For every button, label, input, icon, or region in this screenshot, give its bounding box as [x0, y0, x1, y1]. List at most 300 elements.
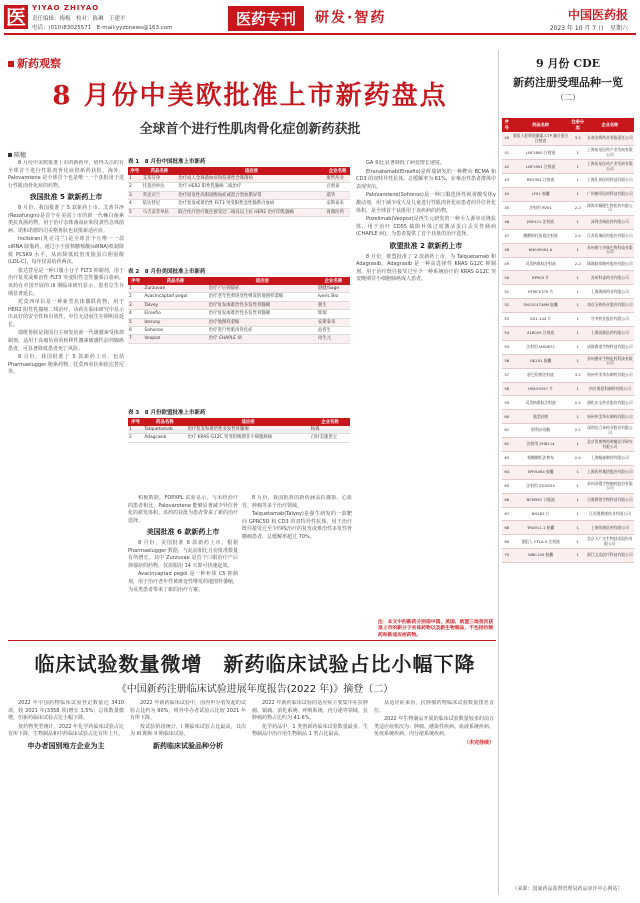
cde-table — [502, 118, 634, 563]
cell: 1 — [570, 174, 586, 188]
cell: 通化东宝药业股份有限公司 — [586, 396, 634, 410]
cell: 渤健/Sage — [317, 285, 350, 293]
cell: 41 — [502, 146, 511, 160]
cell: BCM987 口服液 — [511, 493, 569, 507]
cell: 1 — [570, 535, 586, 549]
cell: 百时美施贵宝 — [310, 434, 350, 442]
cell: 5 — [128, 318, 143, 326]
table-row — [502, 285, 634, 299]
masthead — [0, 0, 640, 38]
cell: Talquetamab — [143, 426, 186, 434]
article-column-2 — [128, 495, 238, 635]
cell: 再鼎医药 — [325, 208, 350, 216]
table-header: 药品名称 — [143, 277, 207, 285]
cell: 苏州德亚生物医药科技有限公司 — [586, 354, 634, 368]
cell: 1 — [570, 243, 586, 257]
cell: 1 — [128, 175, 142, 183]
cell: 2.2 — [570, 201, 586, 215]
cell: 2.2 — [570, 257, 586, 271]
paragraph: 8 月份中美欧批准上市的新药中，值得关注的有全球首个进行性肌肉骨化症创新药获批。海外，Palovarotene 是全球首个也是唯一一个获批用于进行性肌肉骨化症的药物。 — [8, 160, 124, 189]
square-icon — [8, 153, 12, 157]
cell: 7 — [128, 335, 143, 343]
article-column-b3 — [252, 700, 368, 895]
table-row — [502, 451, 634, 465]
table-row — [502, 521, 634, 535]
paragraph: Avacincaptad pegol 是一种补体 C5 抑制剂，用于治疗老年性黄斑变性继发的地图样萎缩，为该类患者带来了新的治疗方案。 — [128, 571, 238, 593]
table-1 — [128, 157, 350, 217]
cell: 3.2 — [570, 368, 586, 382]
cell: 40 — [502, 132, 511, 146]
article-column-b4 — [374, 700, 494, 895]
paragraph: 按试验阶段统计，I 期临床试验占比最高，其次为 III 期和 II 期临床试验。 — [130, 723, 246, 738]
cell: 50 — [502, 271, 511, 285]
table-row — [502, 174, 634, 188]
editor-note: 注：本文中的新药分别指中国、美国、欧盟三地首次获准上市的新分子实体药物以及新生物制品，不包括仿制药和新适应症药物。 — [378, 620, 494, 638]
cell: 52 — [502, 299, 511, 313]
cell: Talvey — [143, 301, 207, 309]
table-row — [502, 146, 634, 160]
cell: 广州楷印医药科技有限公司 — [586, 188, 634, 202]
cell: GS1-144 片 — [511, 313, 569, 327]
paragraph: 2022 年中国药物临床试验登记数量达 3410 项，较 2021 年(3358 项)增长 1.5%；总体数量微增，但新药临床试验占比小幅下降。 — [8, 700, 124, 722]
cell: 1 — [570, 326, 586, 340]
cell: 1 — [128, 426, 143, 434]
cell: Avacincaptad pegol — [143, 293, 207, 301]
cell: 1 — [570, 354, 586, 368]
section-tag: 医药专刊 — [228, 6, 304, 31]
cell: 64 — [502, 465, 511, 479]
cell: 63 — [502, 451, 511, 465]
table-row — [502, 354, 634, 368]
cell: 托莫西单抗 — [142, 183, 178, 191]
cell: 注射用 ZHB114 — [511, 438, 569, 452]
article-footer: （未完待续） — [463, 739, 494, 746]
table-header: 药品名称 — [143, 418, 186, 426]
section-heading: 我国批准 5 款新药上市 — [29, 193, 103, 202]
cell: Izervay — [143, 318, 207, 326]
cell: 上海复星医药产业发展有限公司 — [586, 146, 634, 160]
table-row — [128, 293, 350, 301]
date-line: 2023 年 10 月 7 日 星期六 — [549, 25, 628, 32]
paragraph: Talquetamab(Talvey)是强生研发的一款靶向 GPRC5D 和 CD3 的双特异性抗体，用于治疗既往接受过至少四线治疗的复发或难治性多发性骨髓瘤患者，总缓解率超过 70%。 — [242, 511, 352, 540]
cell: 66 — [502, 493, 511, 507]
logo-english: YIYAO ZHIYAO — [32, 4, 100, 12]
cell: 68 — [502, 521, 511, 535]
table-row — [128, 191, 350, 199]
cell: 2 — [128, 293, 143, 301]
paragraph: 按药物类型统计，2022 年化学药临床试验占比有所下降，生物制品和中药临床试验占比有所上升。 — [8, 723, 124, 738]
cell: 益普生 — [317, 327, 350, 335]
table-row — [502, 549, 634, 563]
cell: 1 — [570, 340, 586, 354]
cell: 57 — [502, 368, 511, 382]
cell: SPH5464 胶囊 — [511, 465, 569, 479]
table-row — [128, 310, 350, 318]
paragraph: 2022 年生物制品开展的临床试验数量较多的前五类适应症依次为：肿瘤、感染性疾病、血液系统疾病、免疫系统疾病、内分泌系统疾病。 — [374, 716, 494, 738]
cell: 上海翰森制药有限公司 — [586, 451, 634, 465]
cell: 马吉妥昔单抗 — [142, 208, 178, 216]
paragraph: 8 月份，我国批准了 5 款新药上市。艾蒂芬净(Rezafungin)是首个在美国上市的新一代棘白菌素类抗真菌药物，用于治疗念珠菌血症和侵袭性念珠菌病。诺和诺德的司美格鲁肽也获批新适应症。 — [8, 204, 124, 234]
section-divider — [8, 640, 496, 641]
paragraph: Palovarotene(Sohonos)是一种口服选择性视黄酸受体γ激动剂，用于减少成人及儿童进行性肌肉骨化症患者的异位骨化体积，是全球首个获批用于该疾病的药物。 — [356, 192, 496, 214]
second-subhead: 《中国新药注册临床试验进展年度报告(2022 年)》摘登（二） — [116, 684, 394, 695]
cell: Sohonos — [143, 327, 207, 335]
table-row — [502, 326, 634, 340]
table-row — [502, 271, 634, 285]
cell: LNF1901 注射液 — [511, 160, 569, 174]
cde-title-part: （二） — [556, 93, 580, 102]
table-row — [502, 535, 634, 549]
cell: 四川海思科制药有限公司 — [586, 382, 634, 396]
cell: 杭州中美华东制药有限公司 — [586, 410, 634, 424]
cell: 成都赛诺生物科技有限公司 — [586, 340, 634, 354]
table-header: 药品名称 — [142, 167, 178, 175]
table-2 — [128, 267, 350, 344]
cell: 杭州中美华东制药有限公司 — [586, 368, 634, 382]
cell: ZLB029 注射液 — [511, 326, 569, 340]
cell: 1 — [570, 271, 586, 285]
table-row — [502, 243, 634, 257]
table-header: 序号 — [128, 418, 143, 426]
cell: 46 — [502, 215, 511, 229]
table-header: 注册分类 — [571, 119, 585, 130]
table-row — [502, 493, 634, 507]
table-row — [128, 285, 350, 293]
cell: 安斯泰来 — [325, 200, 350, 208]
cell: Elrexfio — [143, 310, 207, 318]
table-row — [502, 396, 634, 410]
cell: 北京天广实生物技术股份有限公司 — [586, 535, 634, 549]
cell: 1 — [570, 313, 586, 327]
cell: Iveric Bio — [317, 293, 350, 301]
cell: 治疗原发性高胆固醇血症或混合型血脂异常 — [177, 191, 325, 199]
cell: 1 — [570, 410, 586, 424]
paragraph: 托莫西单抗是一种新型抗体偶联药物，用于 HER2 阳性乳腺癌二线治疗。该药在临床研究中显示出良好的安全性和有效性，中位无进展生存期明显延长。 — [8, 299, 124, 328]
cell: 辉瑞 — [317, 310, 350, 318]
table-row — [502, 438, 634, 452]
table-row — [128, 434, 350, 442]
cell: 3 — [128, 301, 143, 309]
cell: TRA911-1 胶囊 — [511, 521, 569, 535]
article-column-1 — [8, 160, 124, 635]
cell: 百奥泰 — [325, 183, 350, 191]
cell: 珠海联邦制药股份有限公司 — [586, 257, 634, 271]
paragraph: 化学药品中，1 类创新药临床试验数量最多，生物制品中治疗用生物制品 1 类占比最高。 — [252, 723, 368, 738]
paragraph: Inclisiran(英克司兰)是全球首个且唯一一款 siRNA 降脂药，通过小干扰核糖核酸(siRNA)机制降低 PCSK9 水平，从而降低低密度脂蛋白胆固醇(LDL-C)，每年仅需给药两次。 — [8, 236, 124, 266]
sub-section-tag: 研发·智药 — [315, 10, 387, 26]
cell: 1 — [570, 160, 586, 174]
main-subhead: 全球首个进行性肌肉骨化症创新药获批 — [139, 122, 361, 137]
cell: 58 — [502, 382, 511, 396]
paragraph: 8 月份，我国批准的新药涵盖抗感染、心血管、肿瘤等多个治疗领域。 — [242, 495, 352, 509]
cell: 上海复星医药产业发展有限公司 — [586, 160, 634, 174]
cell: 注射用 IAS0872 — [511, 340, 569, 354]
paragraph: 8 月份，美国批准 6 款新药上市。根据 Pharmaelugger 数据，与此前相比月份批准数量有所增长。其中 Zurzuvae 是首个口服治疗产后抑郁症的药物，仅需服用 14 天即可快速起效。 — [128, 539, 238, 569]
newspaper-logo: 医 — [6, 5, 26, 29]
paragraph: 瑞维鲁胺是我国自主研发的新一代雄激素受体抑制剂，适用于高瘤负荷的转移性激素敏感性前列腺癌患者，可显著降低患者死亡风险。 — [8, 330, 124, 352]
table-row — [502, 299, 634, 313]
main-headline: 8 月份中美欧批准上市新药盘点 — [52, 81, 448, 111]
cell: 2.4 — [570, 229, 586, 243]
cell: 45 — [502, 201, 511, 215]
cell: RP903 片 — [511, 271, 569, 285]
cell: 1 — [570, 465, 586, 479]
cell: 枸橼酸托法替布 — [511, 451, 569, 465]
cell: 江苏恒瑞医药股份有限公司 — [586, 229, 634, 243]
cell: 2.4 — [570, 451, 586, 465]
cell: 1 — [570, 479, 586, 493]
cell: 康哲药业 — [325, 175, 350, 183]
byline — [8, 150, 26, 159]
cell: 安斯泰来 — [317, 318, 350, 326]
cell: 联合化疗治疗既往接受过二线及以上抗 HER2 治疗的乳腺癌 — [177, 208, 325, 216]
article-column-b2 — [130, 700, 246, 895]
table-row — [502, 424, 634, 438]
section-heading: 美国批准 6 款新药上市 — [146, 528, 220, 537]
cell: 3 — [128, 191, 142, 199]
cell: 56 — [502, 354, 511, 368]
cell: 62 — [502, 438, 511, 452]
cell: 44 — [502, 188, 511, 202]
paragraph: Pozelimab(Veopoz)是再生元研发的一种全人源单克隆抗体，用于治疗 CD55 缺陷补体过度激活蛋白丢失性肠病(CHAPLE 病)，为患者提供了首个获批的治疗选择。 — [356, 216, 496, 238]
paragraph: 积极数据，FOPXPL 试验显示，与未经治疗的患者相比，Palovarotene 能够显著减少异位骨化的新发体积。该药的获批为患者带来了新的治疗选择。 — [128, 495, 238, 524]
second-headline: 临床试验数量微增 新药临床试验占比小幅下降 — [34, 652, 476, 676]
cell: 1 — [570, 299, 586, 313]
table-header: 企业名称 — [325, 167, 350, 175]
cell: 48 — [502, 243, 511, 257]
cell: 上海海创药业有限公司 — [586, 285, 634, 299]
cell: 69 — [502, 535, 511, 549]
cell: 1 — [570, 549, 586, 563]
cell: 1 — [570, 382, 586, 396]
byline-name: 陈穗 — [14, 152, 27, 159]
cell: 1 — [570, 188, 586, 202]
paragraph: GA 相比显著降低了病变增长速度。 — [366, 160, 445, 166]
cell: 4 — [128, 200, 142, 208]
cell: SHC014748M 胶囊 — [511, 299, 569, 313]
table-header: 适应症 — [177, 167, 325, 175]
cell: 1 — [570, 215, 586, 229]
cell: 上海恒瑞医药有限公司 — [586, 521, 634, 535]
cell: 2.2 — [570, 424, 586, 438]
cell: 深圳杰瑞医药有限公司 — [586, 215, 634, 229]
cell: 上海礼邦医药科技有限公司 — [586, 174, 634, 188]
paragraph: 2022 年新药临床试验中，国内申办者发起的试验占比约为 90%，境外申办者试验占比较 2021 年有所下降。 — [130, 700, 246, 722]
cell: 江苏奥赛康药业有限公司 — [586, 507, 634, 521]
cell: 1 — [570, 493, 586, 507]
table-row — [128, 175, 350, 183]
cell: REV301 注射液 — [511, 174, 569, 188]
cell: 1 — [570, 285, 586, 299]
table-title: 表 3 8 月份欧盟批准上市新药 — [128, 410, 206, 416]
cell: 43 — [502, 174, 511, 188]
table-header: 适应症 — [208, 277, 317, 285]
cell: 苏州科睿药业有限公司 — [586, 271, 634, 285]
table-3 — [128, 408, 350, 443]
cell: 长春金赛药业有限责任公司 — [586, 132, 634, 146]
cell: 治疗复发或难治性 FLT3 突变阳性急性髓系白血病 — [177, 200, 325, 208]
cell: LNF1600 注射液 — [511, 146, 569, 160]
cell: 南京圣和药业股份有限公司 — [586, 299, 634, 313]
table-row — [128, 426, 350, 434]
cell: HSK39297 片 — [511, 382, 569, 396]
cell: 百奥赛图生物科技有限公司 — [586, 493, 634, 507]
cell: 深圳信立泰药业股份有限公司 — [586, 424, 634, 438]
masthead-rule — [4, 33, 636, 35]
cell: 奥美拉唑 — [511, 410, 569, 424]
table-header: 企业名称 — [310, 418, 350, 426]
column-divider — [498, 50, 499, 895]
cell: 治疗成人念珠菌血症和侵袭性念珠菌病 — [177, 175, 325, 183]
cell: 1 — [128, 285, 143, 293]
cell: 65 — [502, 479, 511, 493]
cell: 重组人 CTLA-4 注射液 — [511, 535, 569, 549]
table-title: 表 2 8 月份美国批准上市新药 — [128, 269, 206, 275]
table-row — [128, 200, 350, 208]
section-heading: 申办者国别地方企业为主 — [27, 741, 105, 750]
cell: WBC100 胶囊 — [511, 549, 569, 563]
cell: 54 — [502, 326, 511, 340]
cell: Veopoz — [143, 335, 207, 343]
cell: 甘李药业股份有限公司 — [586, 313, 634, 327]
cell: 60 — [502, 410, 511, 424]
section-heading: 欧盟批准 2 款新药上市 — [389, 241, 463, 250]
cell: 2 — [128, 434, 143, 442]
article-column-4 — [356, 160, 496, 615]
table-row — [502, 160, 634, 174]
section-heading: 新药临床试验品种分析 — [153, 741, 223, 750]
article-column-3 — [242, 495, 352, 635]
cell: 强生 — [317, 301, 350, 309]
cell: 治疗地图样萎缩 — [208, 318, 317, 326]
table-title: 表 1 8 月份中国批准上市新药 — [128, 159, 206, 165]
cell: 上海医药集团股份有限公司 — [586, 465, 634, 479]
table-header: 药品名称 — [511, 118, 569, 132]
table-row — [502, 382, 634, 396]
cell: 治疗复发和难治性多发性骨髓瘤 — [186, 426, 309, 434]
paragraph: Elranatamab(Elrexfio)是辉瑞研发的一种靶向 BCMA 和 CD3 的双特异性抗体，总缓解率为 61%，在难治性患者群体中表现突出。 — [356, 168, 496, 190]
table-row — [502, 507, 634, 521]
cell: 42 — [502, 160, 511, 174]
cell: 治疗进行性肌肉骨化症 — [208, 327, 317, 335]
cell: LF01 胶囊 — [511, 188, 569, 202]
paragraph: 8 月份，欧盟批准了 2 款新药上市，为 Talquetamab 和 Adagrasib。Adagrasib 是一种高选择性 KRAS G12C 抑制剂，用于治疗既往接受过至少一种系统治疗的 KRAS G12C 突变晚期非小细胞肺癌成人患者。 — [356, 253, 496, 283]
table-row — [502, 479, 634, 493]
cell: 55 — [502, 340, 511, 354]
cell: 珠海市藏健生物医药有限公司 — [586, 201, 634, 215]
table-row — [128, 335, 350, 343]
cell: 浙江文达医疗科技有限公司 — [586, 549, 634, 563]
cell: JM0121 注射液 — [511, 215, 569, 229]
paragraph: 从适应症来看，抗肿瘤药物临床试验数量排名首位。 — [374, 700, 494, 714]
table-header: 适应症 — [186, 418, 309, 426]
cell: 上海再鼎医药有限公司 — [586, 326, 634, 340]
table-row — [502, 313, 634, 327]
cell: 47 — [502, 229, 511, 243]
cell: 1 — [570, 146, 586, 160]
cell: 诺华 — [325, 191, 350, 199]
article-column-b1 — [8, 700, 124, 895]
cell: 阿利沙坦酯 — [511, 424, 569, 438]
table-row — [128, 301, 350, 309]
table-row — [502, 465, 634, 479]
cell: 治疗 KRAS G12C 突变的晚期非小细胞肺癌 — [186, 434, 309, 442]
cell: 司美格鲁肽注射液 — [511, 396, 569, 410]
cell: 治疗产后抑郁症 — [208, 285, 317, 293]
cell: 49 — [502, 257, 511, 271]
cell: 61 — [502, 424, 511, 438]
paragraph: 依达替尼是一种口服小分子 FLT3 抑制剂，用于治疗复发或难治性 FLT3 突变阳性急性髓系白血病。该药在中国开展的 III 期临床研究显示，患者总生存期显著延长。 — [8, 267, 124, 297]
cell: 3.2 — [570, 132, 586, 146]
table-header: 序号 — [502, 118, 511, 132]
cell: 67 — [502, 507, 511, 521]
cell: 依达替尼 — [142, 200, 178, 208]
table-row — [128, 318, 350, 326]
editors-line: 责任编辑：梅梅 校对：陈琳 王建平 — [32, 16, 126, 22]
cell: 司美格鲁肽注射液 — [511, 257, 569, 271]
table-row — [502, 229, 634, 243]
cell: 2 — [128, 183, 142, 191]
table-row — [502, 132, 634, 146]
table-row — [502, 257, 634, 271]
table-row — [128, 208, 350, 216]
table-row — [502, 201, 634, 215]
contact-line: 电话：(010)83025571 E-mail:yyzbnews@163.com — [32, 25, 173, 31]
square-icon — [8, 61, 14, 67]
cell: 51 — [502, 285, 511, 299]
table-header: 序号 — [128, 277, 143, 285]
cell: 治疗复发或难治性多发性骨髓瘤 — [208, 301, 317, 309]
cell: 1 — [570, 507, 586, 521]
cde-title-line1: 9 月份 CDE — [536, 57, 600, 70]
paragraph: 2022 年新药临床试验的适应症主要集中在抗肿瘤、镇痛、消化系统、呼吸系统、内分泌等领域，抗肿瘤药物占比约为 41.6%。 — [252, 700, 368, 722]
cell: 舒巴坦钠注射液 — [511, 368, 569, 382]
cell: 治疗 CHAPLE 病 — [208, 335, 317, 343]
cell: 4 — [128, 310, 143, 318]
cell: 再生元 — [317, 335, 350, 343]
cell: Adagrasib — [143, 434, 186, 442]
table-header: 企业名称 — [586, 118, 634, 132]
cell: GK201 胶囊 — [511, 354, 569, 368]
paragraph: 8 月份，我国批准了 5 款新药上市，包括 Pharmaelugger 胞素药物、托莫西单抗和依达替尼等。 — [8, 354, 124, 376]
cell: 1 — [570, 521, 586, 535]
table-row — [128, 327, 350, 335]
cell: 1 — [570, 438, 586, 452]
table-row — [502, 215, 634, 229]
cell: 注射用 ZGGS34 — [511, 479, 569, 493]
cell: HTMC0370 片 — [511, 285, 569, 299]
cell: 注射用 RV01 — [511, 201, 569, 215]
cell: 70 — [502, 549, 511, 563]
cell: 治疗复发或难治性多发性骨髓瘤 — [208, 310, 317, 318]
cell: 治疗 HER2 阳性乳腺癌二线治疗 — [177, 183, 325, 191]
paper-name: 中国医药报 — [567, 8, 628, 22]
cell: 6 — [128, 327, 143, 335]
cell: Zurzuvae — [143, 285, 207, 293]
table-row — [502, 368, 634, 382]
cell: 醋酸阿托西班注射液 — [511, 229, 569, 243]
table-row — [128, 183, 350, 191]
cell: 5 — [128, 208, 142, 216]
cde-heading — [503, 55, 633, 103]
table-header: 序号 — [128, 167, 142, 175]
cde-source: （来源：国家药品监督管理局药品审评中心网站） — [512, 886, 623, 892]
cell: 重组人促卵泡激素-CTP 融合蛋白注射液 — [511, 132, 569, 146]
table-row — [502, 410, 634, 424]
cell: 英克司兰 — [142, 191, 178, 199]
cell: 苏州康宁杰瑞生物科技有限公司 — [586, 243, 634, 257]
cell: 2.2 — [570, 396, 586, 410]
